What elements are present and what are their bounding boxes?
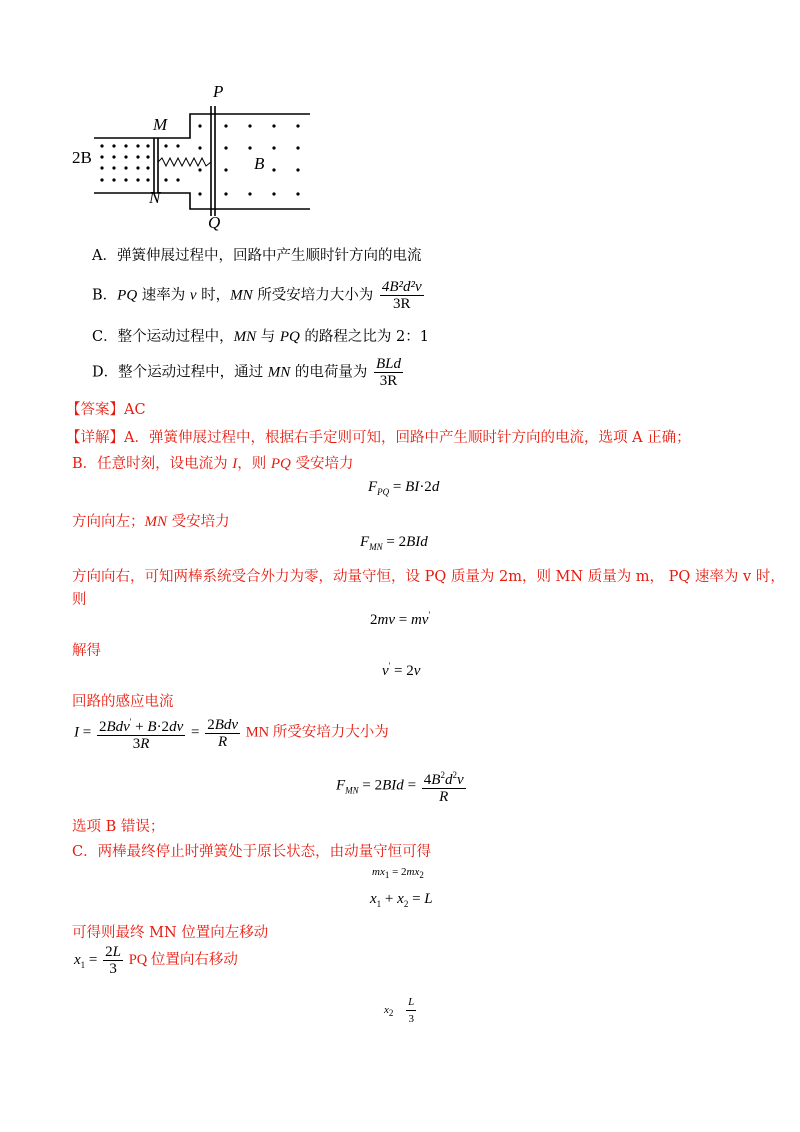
detail-line-4b: 则 xyxy=(72,592,87,608)
detail-line-9: 可得则最终 MN 位置向左移动 xyxy=(72,925,269,941)
rails xyxy=(94,114,310,209)
detail-line-8: C．两棒最终停止时弹簧处于原长状态，由动量守恒可得 xyxy=(72,844,432,860)
option-d-fraction: $\frac{\text{BLd}}{3R}$ xyxy=(375,356,401,389)
equation-7: $mx_1 = 2mx_2$ xyxy=(372,866,424,881)
label-n: N xyxy=(149,188,161,207)
answer: 【答案】AC xyxy=(66,402,146,418)
option-a: A．弹簧伸展过程中，回路中产生顺时针方向的电流 xyxy=(92,248,422,264)
option-c: C．整个运动过程中，MN 与 PQ 的路程之比为 2：1 xyxy=(92,329,429,345)
circuit-figure xyxy=(70,82,330,235)
detail-line-3: 方向向左；MN 受安培力 xyxy=(72,514,230,530)
equation-1: $F_{PQ} = BI\cdot 2d$ xyxy=(368,479,440,497)
label-q: Q xyxy=(208,213,221,232)
detail-line-2: B．任意时刻，设电流为 I，则 PQ 受安培力 xyxy=(72,456,354,472)
label-2b: 2B xyxy=(72,148,92,167)
spring xyxy=(158,158,211,166)
detail-line-7: 选项 B 错误； xyxy=(72,819,165,835)
detail-line-4: 方向向右，可知两棒系统受合外力为零，动量守恒，设 PQ 质量为 2m，则 MN 质量为 m， PQ 速率为 v 时， xyxy=(72,569,785,585)
equation-4: v' = 2v xyxy=(382,661,421,679)
equation-6: $F_{MN} = 2BId$ = $\frac{4B^2d^2v}{R}$ xyxy=(336,767,468,805)
detail-line-6: 回路的感应电流 xyxy=(72,694,174,710)
equation-9: $x_1$ = $\frac{2L}{3}$ PQ 位置向右移动 xyxy=(74,944,238,977)
field-dots-right xyxy=(198,124,299,195)
option-b: B．PQ 速率为 v 时，MN 所受安培力大小为 $\frac{\text{4B²d²v}}{3R}$ xyxy=(92,279,422,312)
equation-8: $x_1 + x_2 = L$ xyxy=(370,891,433,909)
detail-line-5: 解得 xyxy=(72,643,101,659)
equation-5: I = $\frac{2Bdv' + B\cdot 2dv}{3R}$ = $\frac{\text{2Bdv}}{R}$ MN 所受安培力大小为 xyxy=(74,714,389,752)
circuit-diagram xyxy=(70,90,330,235)
equation-3: 2mv = mv' xyxy=(370,610,431,628)
label-p: P xyxy=(213,82,224,101)
option-d: D．整个运动过程中，通过 MN 的电荷量为 $\frac{\text{BLd}}{3R}$ xyxy=(92,356,401,389)
equation-2: $F_{MN} = 2BId$ xyxy=(360,534,428,552)
detail-line-1: 【详解】A．弹簧伸展过程中，根据右手定则可知，回路中产生顺时针方向的电流，选项 A 正确； xyxy=(66,430,691,446)
equation-10: $x_2$ $\frac{L}{3}$ xyxy=(384,996,415,1025)
option-b-fraction: $\frac{\text{4B²d²v}}{3R}$ xyxy=(381,279,422,312)
label-b: B xyxy=(254,154,265,173)
label-m: M xyxy=(153,115,168,134)
